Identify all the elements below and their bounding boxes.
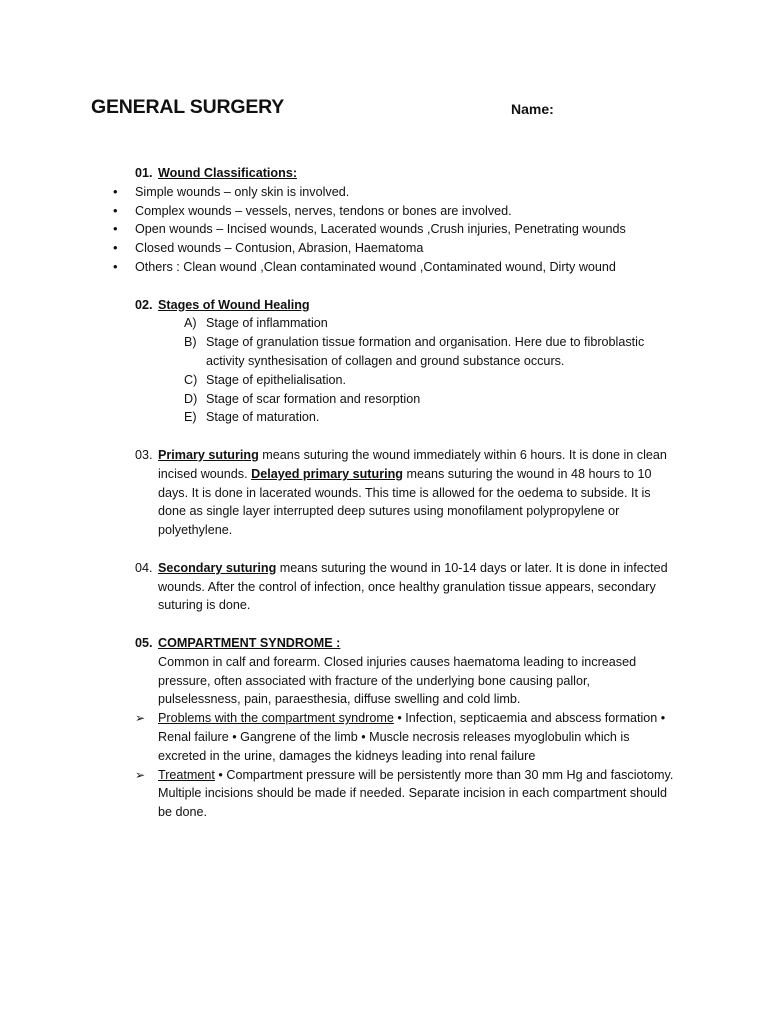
- bullet-icon: •: [113, 258, 118, 274]
- list-item: C) Stage of epithelialisation.: [0, 371, 768, 390]
- section-heading-text: Stages of Wound Healing: [158, 297, 310, 312]
- wound-classification-list: [0, 183, 768, 277]
- list-label: B): [184, 335, 197, 350]
- section-heading-text: Wound Classifications:: [158, 166, 298, 180]
- compartment-syndrome-intro: Common in calf and forearm. Closed injuries causes haematoma leading to increased pressure, often associated with fracture of the underlying bone causing pallor, pulselessness, pain, paraesthesia, diffuse swelling and cold limb.: [158, 654, 637, 707]
- term-treatment: Treatment: [158, 767, 215, 782]
- name-label: Name:: [511, 101, 554, 117]
- section-number: 05.: [135, 635, 153, 650]
- term-problems: Problems with the compartment syndrome: [158, 711, 394, 726]
- bullet-icon: •: [113, 202, 118, 218]
- section-04-paragraph: 04. Secondary suturing means suturing the wound in 10-14 days or later. It is done in infected wounds. After the control of infection, once healthy granulation tissue appears, secondary suturing is done.: [135, 560, 668, 613]
- section-number: 01.: [135, 166, 153, 180]
- list-item: • Closed wounds – Contusion, Abrasion, Haematoma: [0, 239, 768, 258]
- term-secondary-suturing: Secondary suturing: [158, 560, 277, 575]
- list-label: E): [184, 410, 197, 425]
- section-number: 04.: [135, 560, 153, 575]
- document-body: [0, 164, 768, 822]
- list-label: D): [184, 391, 198, 406]
- bullet-icon: •: [113, 183, 118, 199]
- section-number: 03.: [135, 447, 153, 462]
- bullet-icon: •: [113, 221, 118, 237]
- list-item: E) Stage of maturation.: [0, 408, 768, 427]
- compartment-syndrome-points: [0, 709, 768, 822]
- list-item: • Simple wounds – only skin is involved.: [0, 183, 768, 202]
- term-delayed-primary-suturing: Delayed primary suturing: [251, 466, 403, 481]
- section-03-paragraph: 03. Primary suturing means suturing the wound immediately within 6 hours. It is done in clean incised wounds. Delayed primary suturing means suturing the wound in 48 hours to 10 days. It is done in lacerated wounds. This time is allowed for the oedema to subside. It is done as single layer interrupted deep sutures using monofilament polypropylene or polyethylene.: [135, 447, 667, 538]
- bullet-icon: •: [113, 240, 118, 256]
- arrow-bullet-icon: ➢: [135, 711, 146, 726]
- section-01-heading: [0, 164, 768, 183]
- list-item: • Complex wounds – vessels, nerves, tendons or bones are involved.: [0, 202, 768, 221]
- term-primary-suturing: Primary suturing: [158, 447, 259, 462]
- list-item: ➢ Problems with the compartment syndrome • Infection, septicaemia and abscess formation • Renal failure • Gangrene of the limb • Muscle necrosis releases myoglobulin which is excreted in the urine, damages the kidneys leading into renal failure: [135, 711, 666, 763]
- list-label: C): [184, 372, 198, 387]
- section-number: 02.: [135, 297, 153, 312]
- section-05-heading: [0, 634, 768, 653]
- section-02-heading: [0, 296, 768, 315]
- document-title: GENERAL SURGERY: [91, 96, 285, 118]
- list-item: B) Stage of granulation tissue formation and organisation. Here due to fibroblastic activity synthesisation of collagen and ground substance occurs.: [184, 335, 645, 368]
- list-item: ➢ Treatment • Compartment pressure will be persistently more than 30 mm Hg and fasciotomy. Multiple incisions should be made if needed. Separate incision in each compartment should be done.: [135, 767, 674, 820]
- list-item: • Open wounds – Incised wounds, Lacerated wounds ,Crush injuries, Penetrating wounds: [0, 220, 768, 239]
- list-item: D) Stage of scar formation and resorption: [0, 390, 768, 409]
- section-heading-text: COMPARTMENT SYNDROME :: [158, 635, 341, 650]
- arrow-bullet-icon: ➢: [135, 767, 146, 782]
- list-label: A): [184, 316, 197, 331]
- wound-healing-stages-list: [0, 314, 768, 427]
- list-item: • Others : Clean wound ,Clean contaminated wound ,Contaminated wound, Dirty wound: [0, 258, 768, 277]
- list-item: A) Stage of inflammation: [0, 314, 768, 333]
